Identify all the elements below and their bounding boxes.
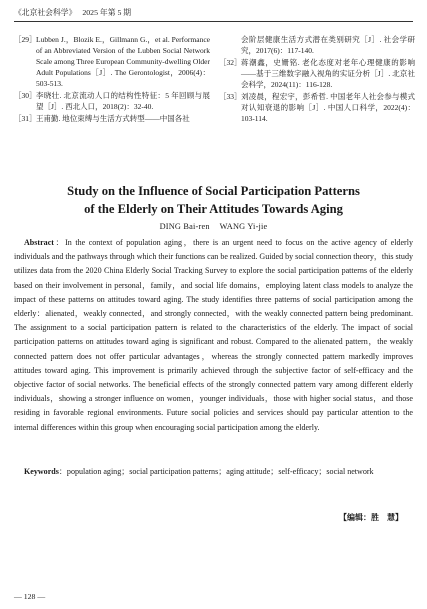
keywords-separator: ： [58,467,67,476]
article-title [14,183,413,218]
reference-text: 王甫勤. 地位束缚与生活方式转型——中国各社 [36,114,190,123]
editor-name-end: 慧】 [387,513,403,522]
reference-number: ［30］ [14,91,37,100]
journal-name: 《北京社会科学》 [14,8,77,17]
authors [14,221,413,232]
reference-text: 会阶层健康生活方式潜在类别研究［J］. 社会学研究，2017(6)：117-140. [241,35,415,55]
reference-text: 刘凌晨，程宏宇，彭希哲. 中国老年人社会参与模式对认知衰退的影响［J］. 中国人口科学，2022(4)：103-114. [241,92,415,123]
abstract [14,236,413,435]
abstract-separator: ： [53,238,66,247]
author-name: DING Bai-ren [159,222,210,231]
reference-text: Lubben J.，Blozik E.，Gillmann G.，et al. Performance of an Abbreviated Version of the Lubben Social Network Scale among Three European Community-dwelling Older Adult Populations［J］. The Gerontologist，2006(4)：503-513. [36,35,210,88]
author-name: WANG Yi-jie [219,222,268,231]
references-left-column [14,34,210,125]
reference-item [219,57,415,90]
reference-number: ［31］ [14,114,37,123]
reference-number: ［29］ [14,35,37,44]
abstract-label: Abstract [24,238,54,247]
reference-item [14,113,210,124]
references-right-column [219,34,415,125]
reference-text: 蒋潮鑫，史姗铭. 老化态度对老年心理健康的影响——基于三维数字融入视角的实证分析［J］. 北京社会科学，2024(11)：116-128. [241,58,415,89]
keywords-label: Keywords [24,467,59,476]
keywords [14,466,413,478]
reference-item [14,90,210,112]
reference-item [14,34,210,89]
issue-info: 2025 年第 5 期 [82,8,132,17]
reference-number: ［33］ [219,92,242,101]
title-line-2: of the Elderly on Their Attitudes Towards Aging [84,201,343,216]
abstract-text: In the context of population aging，there is an urgent need to focus on the active agency of elderly individuals and the pathways through which their functions can be realized. Guided by social connection theory，this study utilizes data from the 2020 China Elderly Social Tracking Survey to explore the social participation patterns of the elderly based on their involvement in personal，family，and social life domains，employing latent class models to analyze the impact of these patterns on attitudes toward aging. The study identifies three patterns of social participation among the elderly：alienated，weakly connected，and strongly connected，with the weakly connected pattern being predominant. The assignment to a social participation pattern is related to the characteristics of the elderly. The impact of social participation patterns on attitudes toward aging is significant and robust. Compared to the alienated pattern，the weakly connected pattern does not offer particular advantages，whereas the strongly connected pattern markedly improves attitudes toward aging. This improvement is primarily achieved through the subjective factor of self-efficacy and the objective factor of social networks. The beneficial effects of the strongly connected pattern vary among different elderly individuals，showing a stronger influence on women，younger individuals，those with higher social status，and those residing in favorable regional environments. Future social policies and services should pay particular attention to the internal differences within this group when encouraging social participation among the elderly. [14,238,414,432]
page-number: — 128 — [14,592,46,601]
title-line-1: Study on the Influence of Social Participation Patterns [67,184,360,198]
editor-label: 【编辑：胜 [339,513,379,522]
keywords-text: population aging；social participation patterns；aging attitude；self-efficacy；social network [66,467,374,476]
editor-credit [339,512,403,524]
reference-text: 李晓壮. 北京流动人口的结构性特征：5 年回顾与展望［J］. 西北人口，2018(2)：32-40. [36,91,210,111]
running-header [14,8,413,22]
reference-continuation [219,34,415,56]
reference-number: ［32］ [219,58,242,67]
reference-item [219,91,415,124]
